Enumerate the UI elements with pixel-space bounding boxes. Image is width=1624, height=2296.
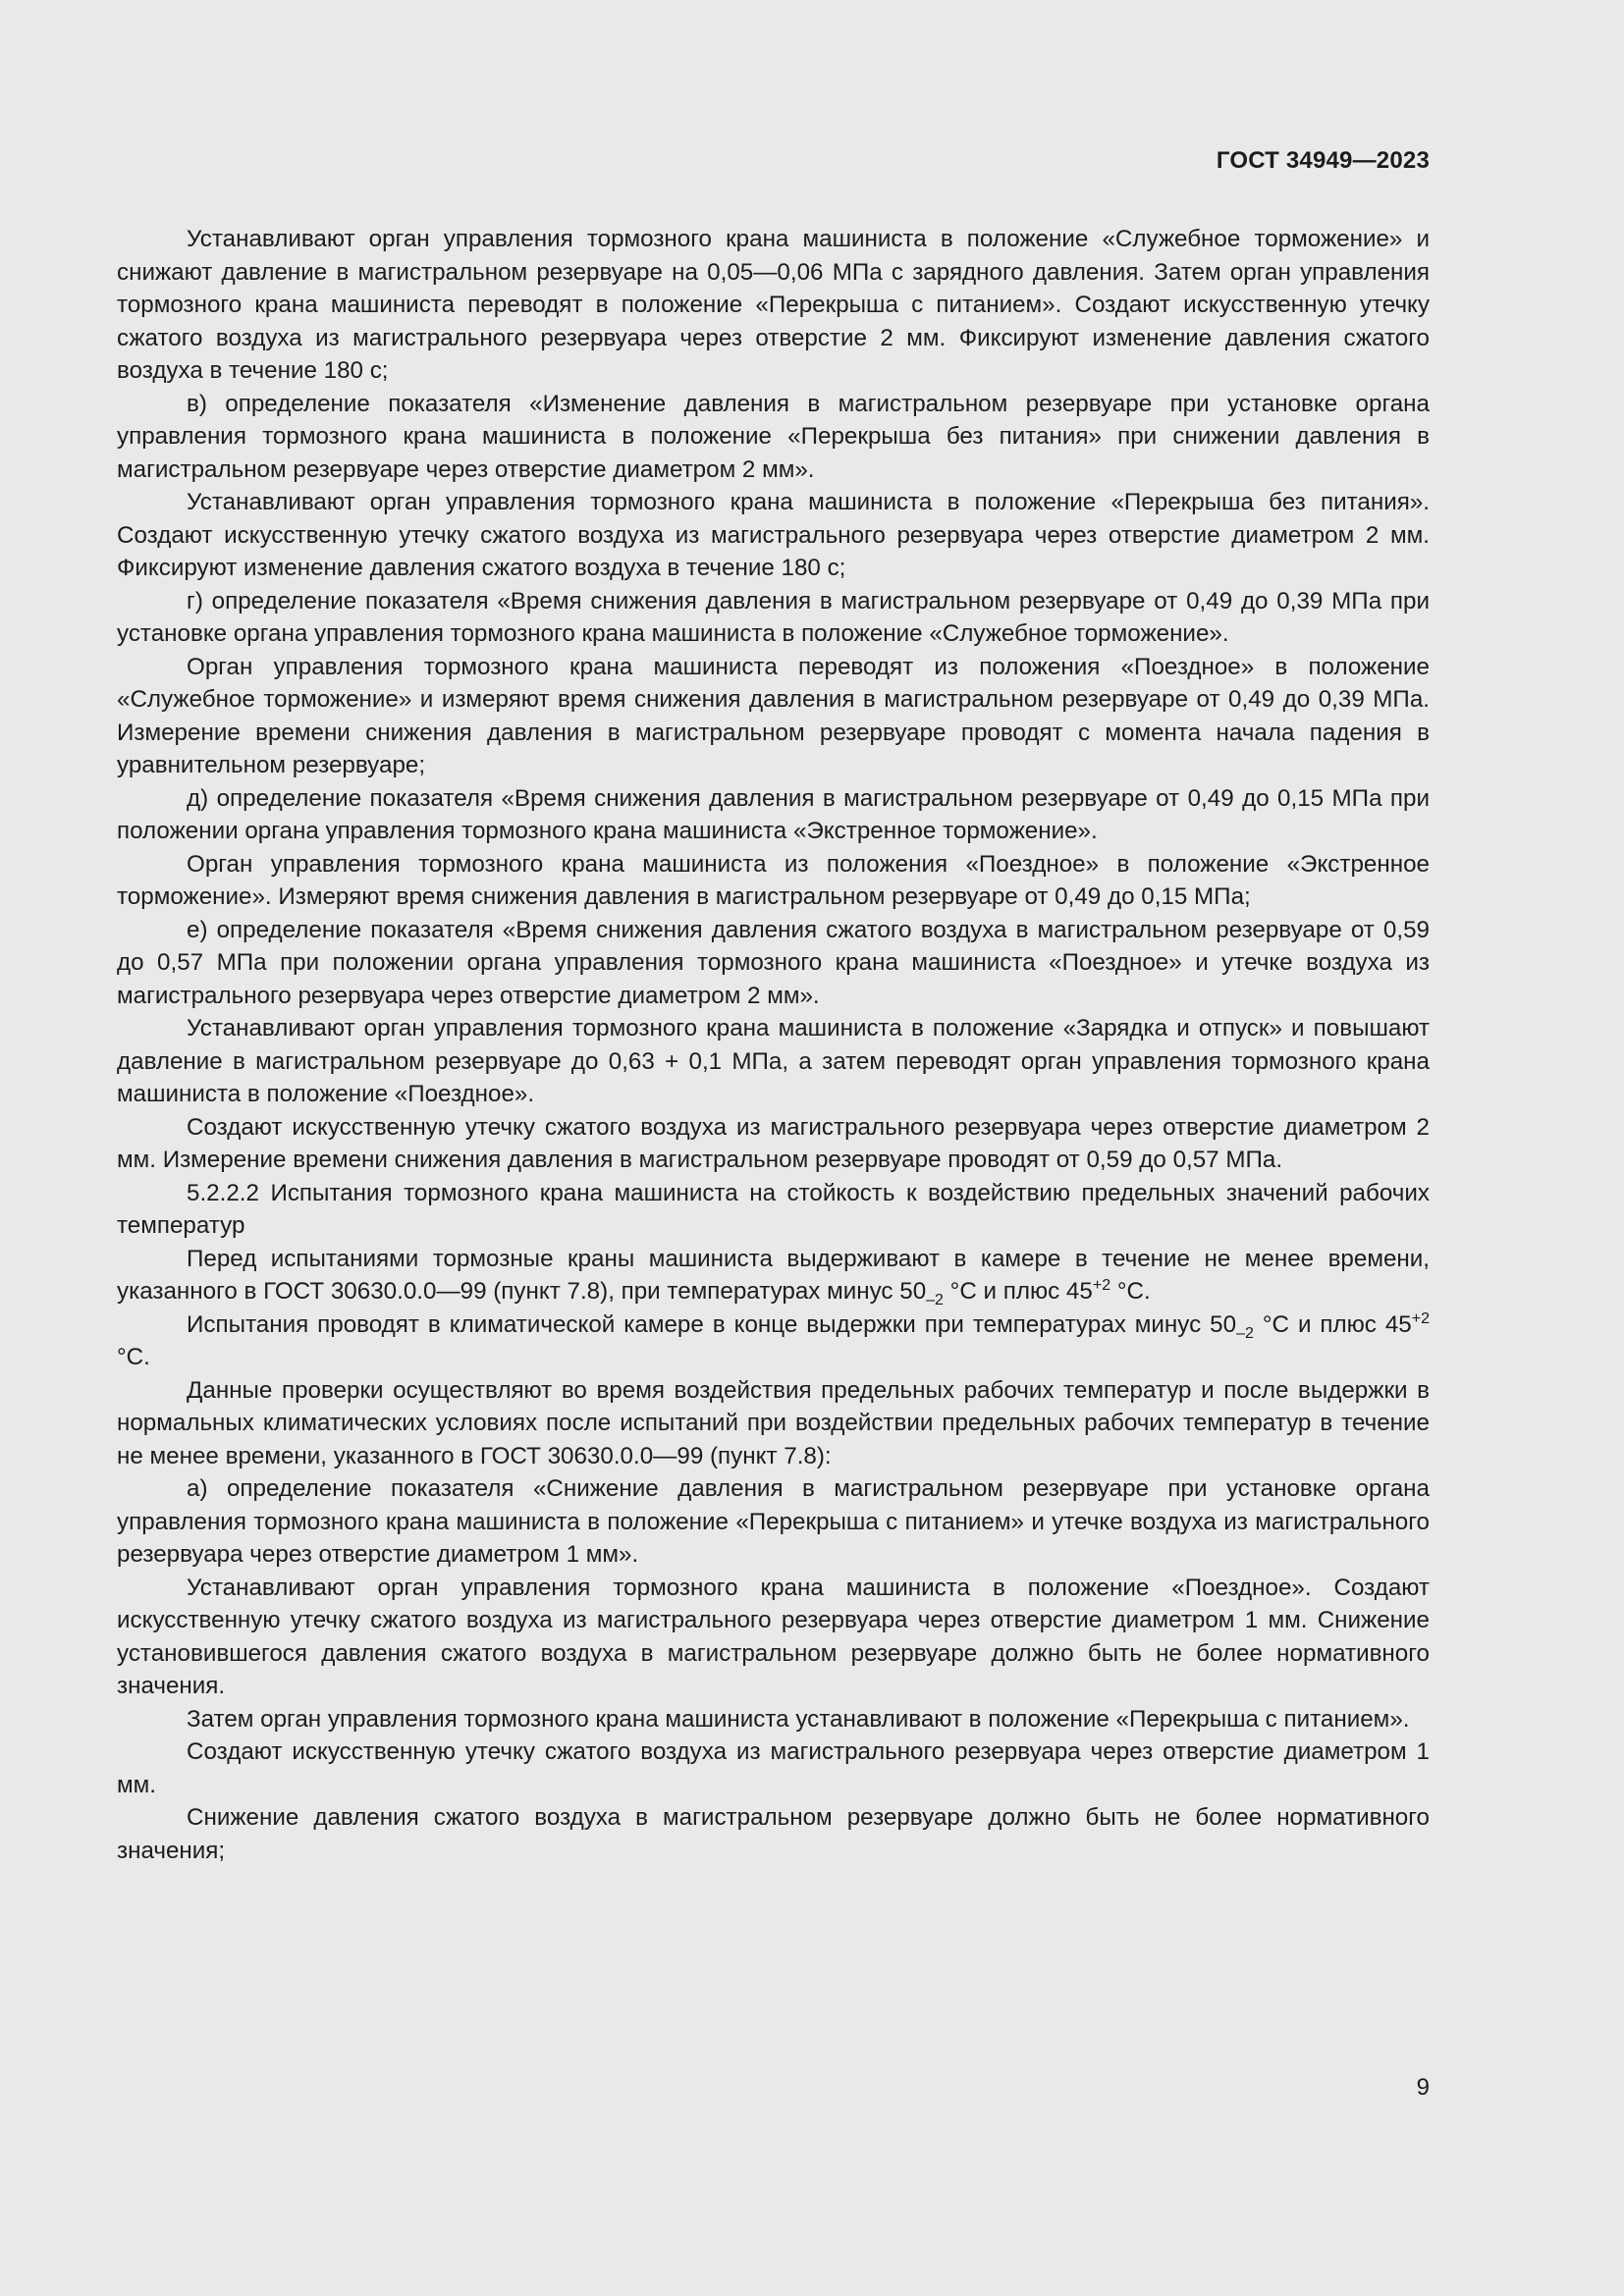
- tolerance-subscript: –2: [926, 1291, 944, 1308]
- tolerance-superscript: +2: [1411, 1309, 1430, 1327]
- document-body: [117, 223, 1430, 1867]
- text-segment: Перед испытаниями тормозные краны машиниста выдерживают в камере в течение не менее времени, указанного в ГОСТ 30630.0.0—99 (пункт 7.8), при температурах минус 50: [117, 1245, 1430, 1305]
- paragraph: Орган управления тормозного крана машиниста из положения «Поездное» в положение «Экстренное торможение». Измеряют время снижения давления в магистральном резервуаре от 0,49 до 0,15 МПа;: [117, 850, 1430, 910]
- section-heading: 5.2.2.2 Испытания тормозного крана машиниста на стойкость к воздействию предельных значений рабочих температур: [117, 1179, 1430, 1239]
- paragraph: а) определение показателя «Снижение давления в магистральном резервуаре при установке органа управления тормозного крана машиниста в положение «Перекрыша с питанием» и утечке воздуха из магистрального резервуара через отверстие диаметром 1 мм».: [117, 1475, 1430, 1568]
- text-segment: Испытания проводят в климатической камере в конце выдержки при температурах минус 50: [187, 1310, 1237, 1338]
- paragraph: в) определение показателя «Изменение давления в магистральном резервуаре при установке органа управления тормозного крана машиниста в положение «Перекрыша без питания» при снижении давления в магистральном резервуаре через отверстие диаметром 2 мм».: [117, 390, 1430, 483]
- paragraph: е) определение показателя «Время снижения давления сжатого воздуха в магистральном резервуаре от 0,59 до 0,57 МПа при положении органа управления тормозного крана машиниста «Поездное» и утечке воздуха из магистрального резервуара через отверстие диаметром 2 мм».: [117, 916, 1430, 1009]
- paragraph: Данные проверки осуществляют во время воздействия предельных рабочих температур и после выдержки в нормальных климатических условиях после испытаний при воздействии предельных рабочих температур в течение не менее времени, указанного в ГОСТ 30630.0.0—99 (пункт 7.8):: [117, 1376, 1430, 1469]
- tolerance-superscript: +2: [1092, 1276, 1111, 1294]
- paragraph: Устанавливают орган управления тормозного крана машиниста в положение «Перекрыша без питания». Создают искусственную утечку сжатого воздуха из магистрального резервуара через отверстие диаметром 2 мм. Фиксируют изменение давления сжатого воздуха в течение 180 с;: [117, 489, 1430, 581]
- page-number: 9: [1416, 2074, 1430, 2101]
- paragraph-temperature-2: [117, 1308, 1430, 1374]
- paragraph: Устанавливают орган управления тормозного крана машиниста в положение «Служебное торможение» и снижают давление в магистральном резервуаре на 0,05—0,06 МПа с зарядного давления. Затем орган управления тормозного крана машиниста переводят в положение «Перекрыша с питанием». Создают искусственную утечку сжатого воздуха из магистрального резервуара через отверстие 2 мм. Фиксируют изменение давления сжатого воздуха в течение 180 с;: [117, 226, 1430, 384]
- paragraph: Устанавливают орган управления тормозного крана машиниста в положение «Зарядка и отпуск» и повышают давление в магистральном резервуаре до 0,63 + 0,1 МПа, а затем переводят орган управления тормозного крана машиниста в положение «Поездное».: [117, 1015, 1430, 1107]
- paragraph: д) определение показателя «Время снижения давления в магистральном резервуаре от 0,49 до 0,15 МПа при положении органа управления тормозного крана машиниста «Экстренное торможение».: [117, 784, 1430, 844]
- paragraph: г) определение показателя «Время снижения давления в магистральном резервуаре от 0,49 до 0,39 МПа при установке органа управления тормозного крана машиниста в положение «Служебное торможение».: [117, 587, 1430, 647]
- paragraph-temperature-1: [117, 1243, 1430, 1308]
- paragraph: Затем орган управления тормозного крана машиниста устанавливают в положение «Перекрыша с питанием».: [187, 1705, 1410, 1733]
- paragraph: Устанавливают орган управления тормозного крана машиниста в положение «Поездное». Создают искусственную утечку сжатого воздуха из магистрального резервуара через отверстие диаметром 1 мм. Снижение установившегося давления сжатого воздуха в магистральном резервуаре должно быть не более нормативного значения.: [117, 1574, 1430, 1699]
- paragraph: Создают искусственную утечку сжатого воздуха из магистрального резервуара через отверстие диаметром 1 мм.: [117, 1738, 1430, 1798]
- text-segment: °С.: [1110, 1278, 1151, 1305]
- text-segment: °С и плюс 45: [943, 1278, 1093, 1305]
- paragraph: Создают искусственную утечку сжатого воздуха из магистрального резервуара через отверстие диаметром 2 мм. Измерение времени снижения давления в магистральном резервуаре проводят от 0,59 до 0,57 МПа.: [117, 1113, 1430, 1173]
- document-header: ГОСТ 34949—2023: [1216, 147, 1430, 174]
- text-segment: °С.: [117, 1344, 150, 1370]
- tolerance-subscript: –2: [1236, 1324, 1254, 1342]
- paragraph: Снижение давления сжатого воздуха в магистральном резервуаре должно быть не более нормативного значения;: [117, 1804, 1430, 1864]
- text-segment: °С и плюс 45: [1253, 1310, 1412, 1338]
- paragraph: Орган управления тормозного крана машиниста переводят из положения «Поездное» в положение «Служебное торможение» и измеряют время снижения давления в магистральном резервуаре от 0,49 до 0,39 МПа. Измерение времени снижения давления в магистральном резервуаре проводят с момента начала падения в уравнительном резервуаре;: [117, 653, 1430, 778]
